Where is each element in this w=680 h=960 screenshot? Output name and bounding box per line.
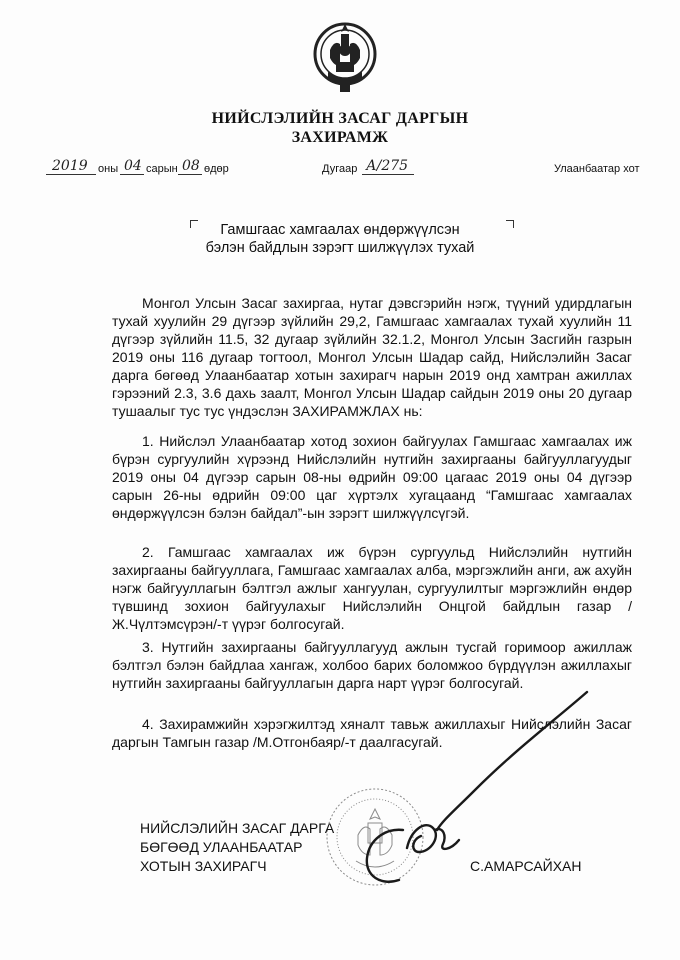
signatory-title-line1: НИЙСЛЭЛИЙН ЗАСАГ ДАРГА xyxy=(140,820,335,836)
date-number-line xyxy=(0,158,680,182)
issue-city: Улаанбаатар хот xyxy=(554,163,640,175)
date-year-suffix: оны xyxy=(98,163,119,175)
decree-number: А/275 xyxy=(366,158,409,174)
decree-item-4: 4. Захирамжийн хэрэгжилтэд хяналт тавьж ажиллахыг Нийслэлийн Засаг даргын Тамгын газар /М.Отгонбаяр/-т даалгасугай. xyxy=(112,716,632,750)
decree-item-3: 3. Нутгийн захиргааны байгууллагууд ажлын тусгай горимоор ажиллаж бэлтгэл бэлэн байдлаа хангаж, холбоо барих боломжоо бүрдүүлэн ажиллахыг нутгийн захиргааны байгууллагын дарга нарт үүрэг болгосугай. xyxy=(112,639,632,691)
date-day: 08 xyxy=(182,158,200,174)
date-day-suffix: өдөр xyxy=(204,163,229,175)
date-year: 2019 xyxy=(52,158,88,174)
document-type-title: ЗАХИРАМЖ xyxy=(291,129,389,146)
decree-number-label: Дугаар xyxy=(322,163,358,175)
date-month: 04 xyxy=(124,158,142,174)
signatory-title-line2: БӨГӨӨД УЛААНБААТАР xyxy=(140,839,303,855)
preamble-paragraph: Монгол Улсын Засаг захиргаа, нутаг дэвсгэрийн нэгж, түүний удирдлагын тухай хуулийн 29 дүгээр зүйлийн 29,2, Гамшгаас хамгаалах тухай хуулийн 11 дүгээр зүйлийн 11.5, 32 дугаар зүйлийн 32.1.2, Монгол Улсын Засгийн газрын 2019 оны 116 дугаар тогтоол, Монгол Улсын Шадар сайд, Нийслэлийн Засаг дарга бөгөөд Улаанбаатар хотын захирагч нарын 2019 онд хамтран ажиллах гэрээний 2.3, 3.6 дахь заалт, Монгол Улсын Шадар сайдын 2019 оны 20 дугаар тушаалыг тус тус үндэслэн ЗАХИРАМЖЛАХ нь: xyxy=(112,295,632,419)
subject-line1: Гамшгаас хамгаалах өндөржүүлсэн xyxy=(220,222,460,238)
signatory-title-line3: ХОТЫН ЗАХИРАГЧ xyxy=(140,858,267,874)
org-title-line1: НИЙСЛЭЛИЙН ЗАСАГ ДАРГЫН xyxy=(211,110,469,127)
decree-item-2: 2. Гамшгаас хамгаалах иж бүрэн сургуульд Нийслэлийн нутгийн захиргааны байгууллага, Гамшгаас хамгаалах алба, мэргэжлийн анги, аж ахуйн нэгж байгууллагын бэлтгэл ажлыг хангуулан, сургуулилтыг мэргэжлийн өндөр түвшинд зохион байгуулахыг Нийслэлийн Онцгой байдлын газар /Ж.Чүлтэмсүрэн/-т үүрэг болгосугай. xyxy=(112,544,632,632)
decree-item-1: 1. Нийслэл Улаанбаатар хотод зохион байгуулах Гамшгаас хамгаалах иж бүрэн сургуулийн хүрээнд Нийслэлийн нутгийн захиргааны байгууллагуудыг 2019 оны 04 дүгээр сарын 08-ны өдрийн 09:00 цагаас 2019 оны 04 дүгээр сарын 26-ны өдрийн 09:00 цаг хүртэлх хугацаанд “Гамшгаас хамгаалах өндөржүүлсэн бэлэн байдал”-ын зэрэгт шилжүүлсүгэй. xyxy=(112,433,632,521)
signatory-name: С.АМАРСАЙХАН xyxy=(470,858,582,874)
state-emblem-icon xyxy=(310,10,380,100)
date-month-suffix: сарын xyxy=(146,163,178,175)
subject-line2: бэлэн байдлын зэрэгт шилжүүлэх тухай xyxy=(205,240,475,256)
